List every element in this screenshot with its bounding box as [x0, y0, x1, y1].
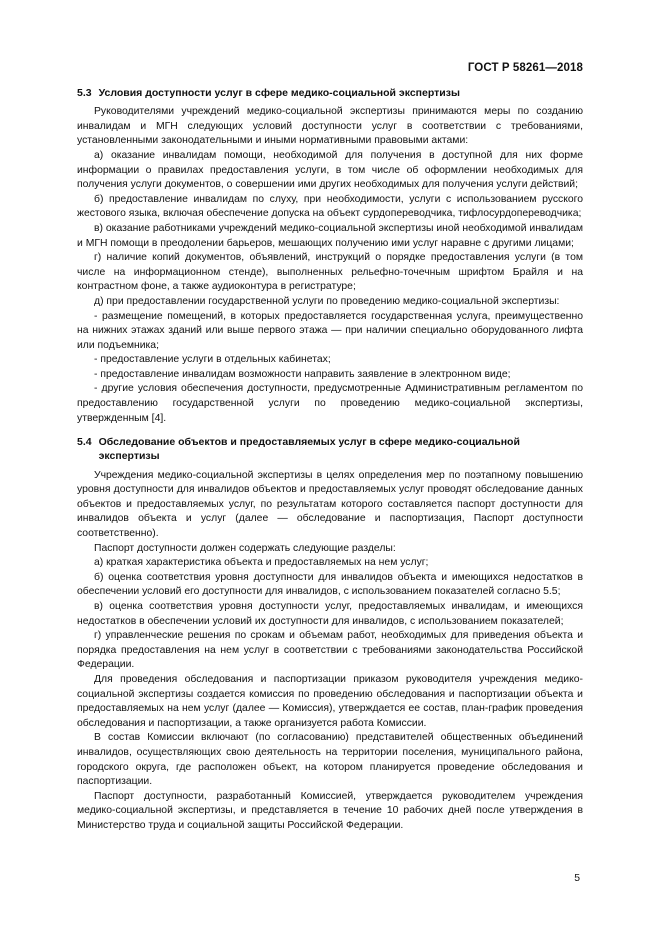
list-item: г) наличие копий документов, объявлений, инструкций о порядке предоставления услуги (в том числе на информационном стенде), выполненных рельефно-точечным шрифтом Брайля и на контрастном фоне, а также аудиоконтура в регистратуре; — [77, 252, 583, 293]
page-number: 5 — [574, 873, 580, 884]
list-item: а) краткая характеристика объекта и предоставляемых на нем услуг; — [94, 557, 429, 569]
paragraph: В состав Комиссии включают (по согласованию) представителей общественных объединений инвалидов, осуществляющих свою деятельность на территории поселения, муниципального района, городского округа, где расположен объект, на котором планируется проведение обследования и паспортизации. — [77, 732, 583, 788]
list-item: - другие условия обеспечения доступности, предусмотренные Административным регламентом по предоставлению государственной услуги по проведению медико-социальной экспертизы, утвержденным [4]. — [77, 383, 583, 424]
section-title: Обследование объектов и предоставляемых услуг в сфере медико-социальной экспертизы — [98, 436, 520, 463]
list-item: в) оказание работниками учреждений медико-социальной экспертизы иной необходимой инвалидам и МГН помощи в преодолении барьеров, мешающих получению ими услуг наравне с другими лицами; — [77, 222, 583, 249]
paragraph: Руководителями учреждений медико-социальной экспертизы принимаются меры по созданию инвалидам и МГН следующих условий доступности услуг в соответствии с требованиями, установленными законодательными и иными нормативными правовыми актами: — [77, 106, 583, 147]
list-item: - предоставление услуги в отдельных кабинетах; — [94, 354, 331, 366]
list-item: б) предоставление инвалидам по слуху, при необходимости, услуги с использованием русского жестового языка, включая обеспечение допуска на объект сурдопереводчика, тифлосурдопереводчика; — [77, 193, 583, 220]
section-heading-5-3 — [77, 86, 583, 100]
list-item: д) при предоставлении государственной услуги по проведению медико-социальной экспертизы: — [94, 295, 560, 307]
list-item: б) оценка соответствия уровня доступности для инвалидов объекта и имеющихся недостатков в обеспечении условий его доступности для инвалидов, с использованием показателей согласно 5.5; — [77, 571, 583, 598]
list-item: г) управленческие решения по срокам и объемам работ, необходимых для приведения объекта и порядка предоставления на нем услуг в соответствии с требованиями законодательства Российской Федерации. — [77, 630, 583, 671]
document-code: ГОСТ Р 58261—2018 — [467, 62, 583, 74]
list-item: - размещение помещений, в которых предоставляется государственная услуга, преимущественно на нижних этажах зданий или выше первого этажа — при наличии специально оборудованного лифта или подъемника; — [77, 310, 583, 351]
paragraph: Учреждения медико-социальной экспертизы в целях определения мер по поэтапному повышению уровня доступности для инвалидов объектов и предоставляемых услуг проводят обследование данных объектов и предоставляемых услуг, по результатам которого составляется паспорт доступности для инвалидов объекта и услуг (далее — обследование и паспортизация, Паспорт доступности соответственно). — [77, 469, 583, 540]
paragraph: Паспорт доступности, разработанный Комиссией, утверждается руководителем учреждения медико-социальной экспертизы, и представляется в течение 10 рабочих дней после утверждения в Министерство труда и социальной защиты Российской Федерации. — [77, 790, 583, 831]
section-number: 5.4 — [77, 436, 92, 449]
list-item: - предоставление инвалидам возможности направить заявление в электронном виде; — [94, 368, 511, 380]
list-item: в) оценка соответствия уровня доступности услуг, предоставляемых инвалидам, и имеющихся недостатков в обеспечении условий их доступности для инвалидов, с использованием показателей; — [77, 601, 583, 627]
section-number: 5.3 — [77, 87, 92, 99]
paragraph: Паспорт доступности должен содержать следующие разделы: — [94, 542, 396, 554]
section-heading-5-4 — [77, 435, 583, 463]
section-title: Условия доступности услуг в сфере медико-социальной экспертизы — [98, 87, 460, 99]
page-content — [77, 86, 583, 834]
paragraph: Для проведения обследования и паспортизации приказом руководителя учреждения медико-социальной экспертизы создается комиссия по проведению обследования и паспортизации объекта и предоставляемых на нем услуг (далее — Комиссия), утверждается ее состав, план-график проведения обследования и паспортизации, а также организуется работа Комиссии. — [77, 673, 583, 729]
list-item: а) оказание инвалидам помощи, необходимой для получения в доступной для них форме информации о правилах предоставления услуги, в том числе об оформлении необходимых для получения услуги документов, о совершении ими других необходимых для получения услуги действий; — [77, 149, 583, 191]
